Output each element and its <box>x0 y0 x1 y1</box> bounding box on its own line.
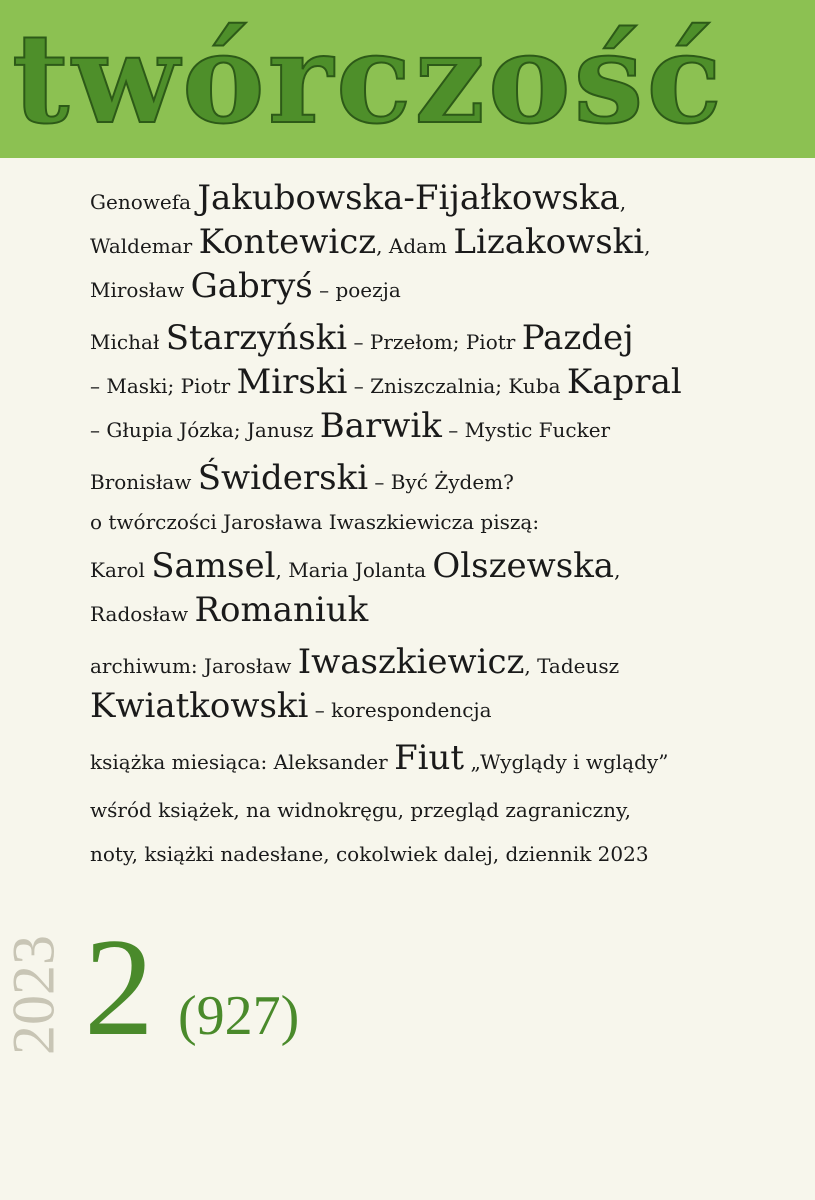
contents-text: wśród książek, na widnokręgu, przegląd zagraniczny, <box>90 798 632 822</box>
contents-line-poetry-1 <box>90 176 790 220</box>
author-surname: Kapral <box>566 362 682 402</box>
spacer <box>90 632 790 640</box>
contents-line-iwaszkiewicz-2 <box>90 544 790 588</box>
spacer <box>90 308 790 316</box>
author-surname: Olszewska <box>432 546 615 586</box>
author-surname: Lizakowski <box>453 222 645 262</box>
contents-text: „Wyglądy i wglądy” <box>464 750 669 774</box>
contents-line-book-1 <box>90 736 790 780</box>
contents-line-poetry-2 <box>90 220 790 264</box>
contents-text: , Tadeusz <box>524 654 620 678</box>
contents-text: , <box>614 558 621 582</box>
contents-text: Radosław <box>90 602 195 626</box>
contents-text: – Maski; Piotr <box>90 374 237 398</box>
contents-line-essay-1 <box>90 456 790 500</box>
year-spine <box>0 900 67 1090</box>
contents-line-sections-1 <box>90 788 790 832</box>
contents-text: , <box>619 190 627 214</box>
contents-text: , Adam <box>376 234 454 258</box>
contents-line-iwaszkiewicz-3 <box>90 588 790 632</box>
spacer <box>90 728 790 736</box>
contents-text: Genowefa <box>90 190 198 214</box>
contents-text: Michał <box>90 330 166 354</box>
contents-text: , Maria Jolanta <box>275 558 433 582</box>
author-surname: Samsel <box>151 546 276 586</box>
contents-line-poetry-3 <box>90 264 790 308</box>
contents-text: noty, książki nadesłane, cokolwiek dalej, dziennik 2023 <box>90 842 649 866</box>
contents-line-prose-3 <box>90 404 790 448</box>
contents-text: o twórczości Jarosława Iwaszkiewicza piszą: <box>90 510 540 534</box>
contents-line-prose-1 <box>90 316 790 360</box>
author-surname: Pazdej <box>521 318 634 358</box>
author-surname: Jakubowska-Fijałkowska <box>197 178 620 218</box>
magazine-title: twórczość <box>12 7 725 152</box>
masthead-band <box>0 0 815 158</box>
issue-cumulative-number: (927) <box>178 985 300 1047</box>
author-surname: Kontewicz <box>198 222 377 262</box>
contents-text: książka miesiąca: Aleksander <box>90 750 395 774</box>
author-surname: Starzyński <box>165 318 348 358</box>
issue-number: 2 <box>84 910 154 1065</box>
issue-year: 2023 <box>0 935 67 1055</box>
table-of-contents <box>90 176 790 876</box>
author-surname: Świderski <box>197 458 369 498</box>
contents-text: archiwum: Jarosław <box>90 654 298 678</box>
author-surname: Kwiatkowski <box>90 686 309 726</box>
contents-text: – Zniszczalnia; Kuba <box>347 374 567 398</box>
contents-text: Karol <box>90 558 152 582</box>
contents-text: – Przełom; Piotr <box>347 330 522 354</box>
contents-text: – Głupia Józka; Janusz <box>90 418 320 442</box>
contents-line-iwaszkiewicz-1 <box>90 500 790 544</box>
spacer <box>90 780 790 788</box>
contents-text: Mirosław <box>90 278 191 302</box>
contents-line-archive-1 <box>90 640 790 684</box>
contents-text: – Być Żydem? <box>368 470 514 494</box>
contents-text: – Mystic Fucker <box>441 418 611 442</box>
author-surname: Mirski <box>236 362 348 402</box>
author-surname: Gabryś <box>190 266 313 306</box>
contents-line-prose-2 <box>90 360 790 404</box>
contents-text: Waldemar <box>90 234 199 258</box>
contents-line-sections-2 <box>90 832 790 876</box>
contents-text: , <box>644 234 651 258</box>
author-surname: Barwik <box>319 406 442 446</box>
author-surname: Romaniuk <box>194 590 369 630</box>
spacer <box>90 448 790 456</box>
contents-text: – korespondencja <box>308 698 492 722</box>
contents-line-archive-2 <box>90 684 790 728</box>
contents-text: – poezja <box>312 278 401 302</box>
contents-text: Bronisław <box>90 470 198 494</box>
author-surname: Iwaszkiewicz <box>297 642 525 682</box>
author-surname: Fiut <box>394 738 465 778</box>
